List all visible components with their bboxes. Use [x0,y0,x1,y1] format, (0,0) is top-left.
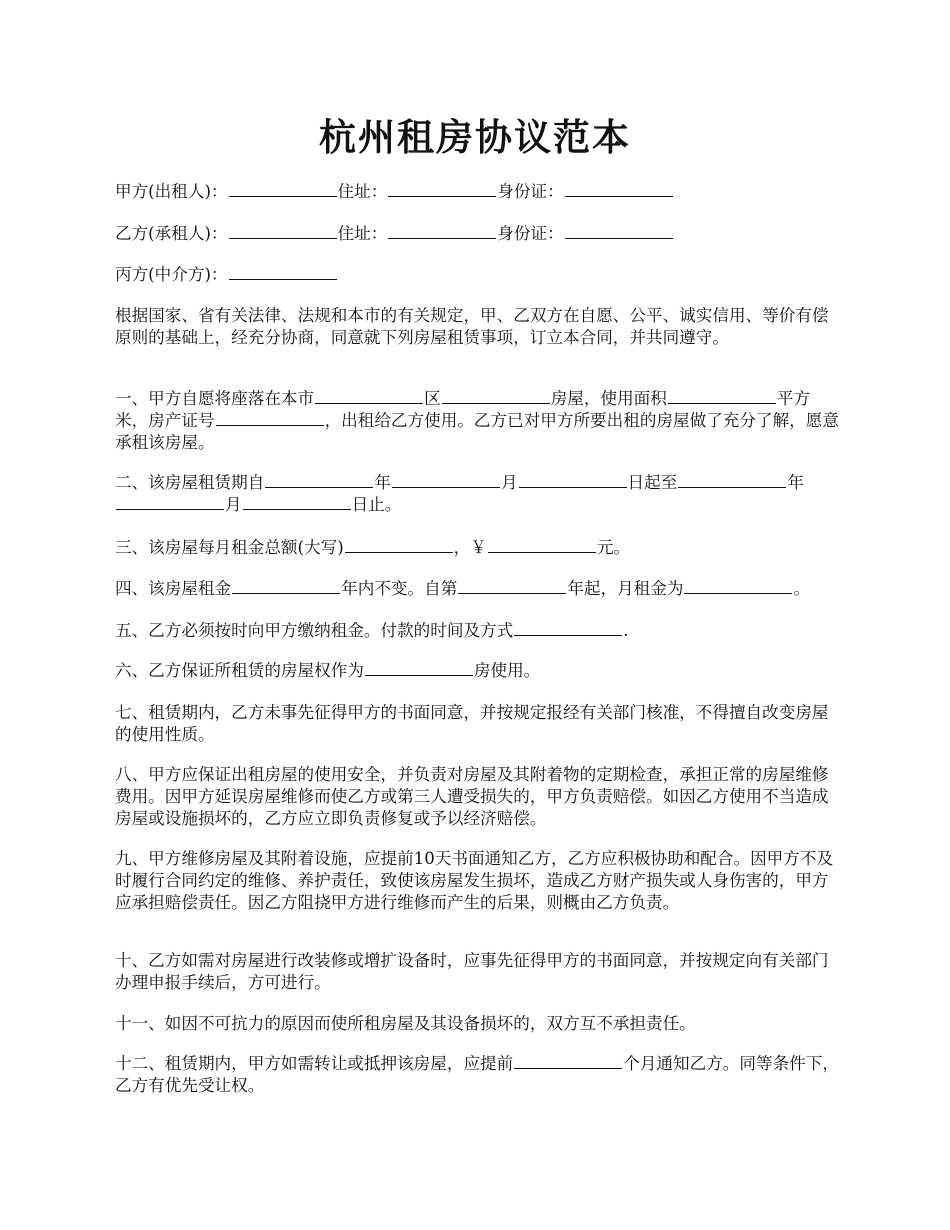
blank-field [565,223,673,239]
clause-text: 月 [500,473,518,492]
clause-text: 十二、租赁期内，甲方如需转让或抵押该房屋，应提前 [115,1054,514,1073]
clause-3 [115,537,843,559]
clause-11: 十一、如因不可抗力的原因而使所租房屋及其设备损坏的，双方互不承担责任。 [115,1014,696,1033]
id-label: 身份证： [497,224,564,243]
clause-text: 年 [374,473,391,492]
address-label: 住址： [337,182,388,201]
clause-text: 一、甲方自愿将座落在本市 [115,389,315,408]
clause-12 [115,1053,843,1097]
blank-field [116,494,224,510]
blank-field [678,472,786,488]
blank-field [514,1053,622,1069]
blank-field [229,264,337,280]
clause-text: 平方米，房产证号 [115,389,811,430]
blank-field [365,660,473,676]
clause-text: 个月通知乙方。同等条件下，乙方有优先受让权。 [115,1054,839,1095]
clause-text: 三、该房屋每月租金总额(大写) [115,538,344,557]
clause-text: 日起至 [627,473,678,492]
clause-text: 四、该房屋租金 [115,579,232,598]
clause-1 [115,388,843,454]
clause-text: 房屋，使用面积 [550,389,667,408]
clause-text: 。 [793,579,811,598]
blank-field [668,388,776,404]
blank-field [216,410,324,426]
party-c-label: 丙方(中介方)： [115,265,228,284]
party-a-line [115,181,843,203]
blank-field [265,472,373,488]
clause-text: 年内不变。自第 [341,579,458,598]
clause-text: 五、乙方必须按时向甲方缴纳租金。付款的时间及方式 [115,621,514,640]
clause-10: 十、乙方如需对房屋进行改装修或增扩设备时，应事先征得甲方的书面同意，并按规定向有关部门办理申报手续后，方可进行。 [115,951,829,992]
blank-field [315,388,423,404]
blank-field [345,537,453,553]
blank-field [229,181,337,197]
clause-text: 六、乙方保证所租赁的房屋权作为 [115,661,364,680]
blank-field [565,181,673,197]
clause-7: 七、租赁期内，乙方未事先征得甲方的书面同意，并按规定报经有关部门核准，不得擅自改变房屋的使用性质。 [115,703,829,744]
clause-text: 月 [225,495,242,514]
party-b-label: 乙方(承租人)： [115,224,228,243]
blank-field [514,620,622,636]
blank-field [232,578,340,594]
party-c-line [115,264,843,286]
intro-paragraph: 根据国家、省有关法律、法规和本市的有关规定，甲、乙双方在自愿、公平、诚实信用、等价有偿原则的基础上，经充分协商，同意就下列房屋租赁事项，订立本合同，并共同遵守。 [115,306,829,347]
clause-6 [115,660,843,682]
blank-field [488,537,596,553]
blank-field [442,388,550,404]
address-label: 住址： [337,224,388,243]
document-title: 杭州租房协议范本 [319,115,631,159]
clause-text: ，￥ [453,538,487,557]
clause-text: 年 [787,473,804,492]
clause-text: 元。 [596,538,631,557]
clause-5 [115,620,843,642]
clause-4 [115,578,875,600]
clause-text: ，出租给乙方使用。乙方已对甲方所要出租的房屋做了充分了解，愿意承租该房屋。 [115,411,839,452]
clause-text: 日止。 [351,495,402,514]
blank-field [243,494,351,510]
clause-8: 八、甲方应保证出租房屋的使用安全，并负责对房屋及其附着物的定期检查，承担正常的房屋维修费用。因甲方延误房屋维修而使乙方或第三人遭受损失的，甲方负责赔偿。如因乙方使用不当造成房屋或设施损坏的，乙方应立即负责修复或予以经济赔偿。 [115,765,829,828]
clause-text: 二、该房屋租赁期自 [115,473,265,492]
clause-2 [115,472,843,516]
blank-field [684,578,792,594]
clause-text: 房使用。 [473,661,541,680]
id-label: 身份证： [497,182,564,201]
party-b-line [115,223,843,245]
clause-9: 九、甲方维修房屋及其附着设施，应提前10天书面通知乙方，乙方应积极协助和配合。因甲方不及时履行合同约定的维修、养护责任，致使该房屋发生损坏，造成乙方财产损失或人身伤害的，甲方应承担赔偿责任。因乙方阻挠甲方进行维修而产生的后果，则概由乙方负责。 [115,849,834,912]
clause-text: 区 [424,389,441,408]
blank-field [388,223,496,239]
blank-field [229,223,337,239]
blank-field [388,181,496,197]
party-a-label: 甲方(出租人)： [115,182,228,201]
clause-text: 年起，月租金为 [567,579,684,598]
blank-field [458,578,566,594]
clause-text: . [623,621,629,640]
blank-field [519,472,627,488]
blank-field [392,472,500,488]
